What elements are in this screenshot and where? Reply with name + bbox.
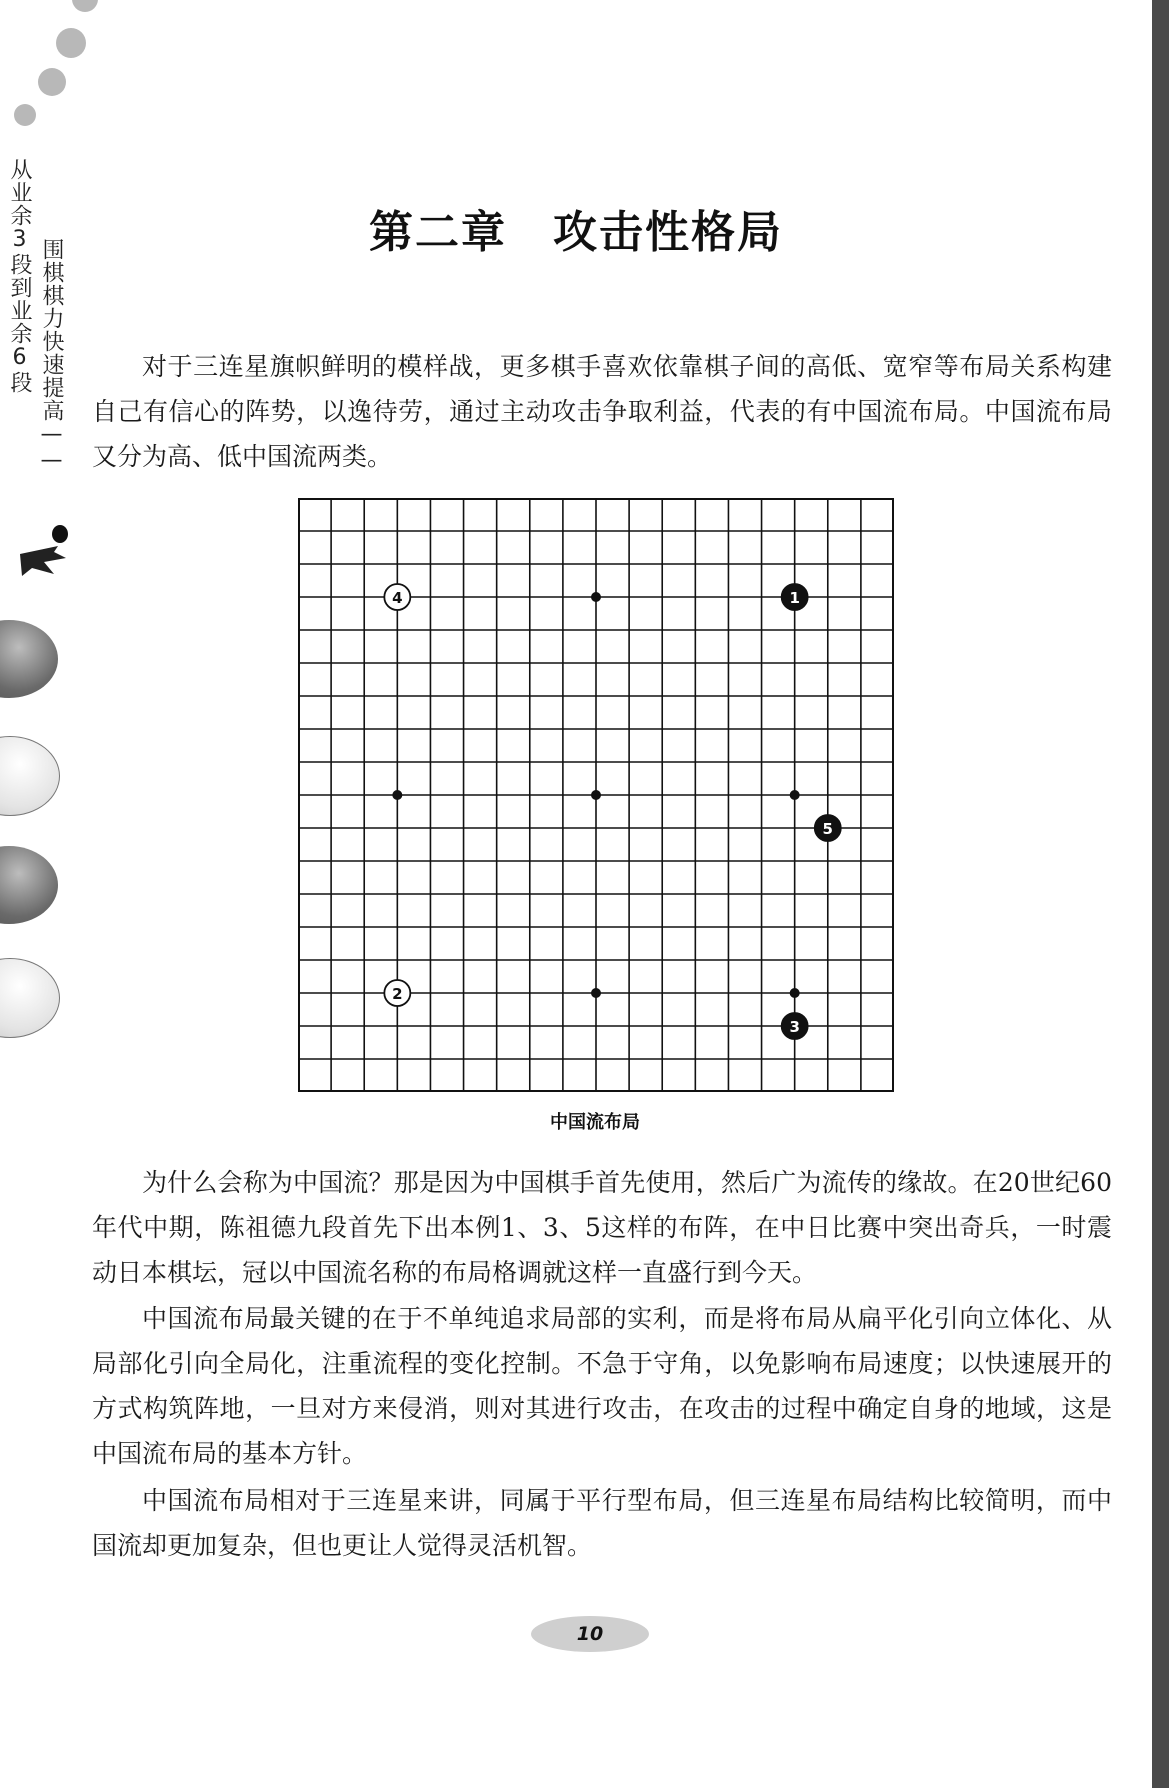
diagram-caption: 中国流布局 [550,1112,640,1133]
brush-go-icon [14,522,70,582]
star-point [790,988,800,998]
decorative-dot [38,68,66,96]
white-stone-icon [0,958,60,1038]
intro-paragraph: 对于三连星旗帜鲜明的模样战，更多棋手喜欢依靠棋子间的高低、宽窄等布局关系构建自己有信心的阵势，以逸待劳，通过主动攻击争取利益，代表的有中国流布局。中国流布局又分为高、低中国流两类。 [92,352,1112,471]
go-board-diagram [298,498,894,1092]
black-stone-icon [0,620,58,698]
book-title-vertical: 从业余3段到业余6段 [7,158,32,394]
stone-number: 1 [789,589,800,607]
decorative-dot [72,0,98,12]
stone-number: 3 [789,1018,800,1036]
book-subtitle-vertical: 围棋棋力快速提高—— [39,238,64,474]
stone-number: 4 [392,589,403,607]
star-point [591,592,601,602]
page-number: 10 [531,1616,649,1652]
decorative-dot [56,28,86,58]
chapter-title: 第二章 攻击性格局 [369,207,783,258]
white-stone-icon [0,736,60,816]
stone-number: 2 [392,985,403,1003]
body-paragraph: 中国流布局相对于三连星来讲，同属于平行型布局，但三连星布局结构比较简明，而中国流却更加复杂，但也更让人觉得灵活机智。 [92,1486,1112,1560]
star-point [591,790,601,800]
star-point [591,988,601,998]
viewer-edge [1152,0,1169,1788]
decorative-dot [14,104,36,126]
stone-number: 5 [822,820,833,838]
star-point [790,790,800,800]
star-point [392,790,402,800]
black-stone-icon [0,846,58,924]
body-paragraph: 中国流布局最关键的在于不单纯追求局部的实利，而是将布局从扁平化引向立体化、从局部化引向全局化，注重流程的变化控制。不急于守角，以免影响布局速度；以快速展开的方式构筑阵地，一旦对方来侵消，则对其进行攻击，在攻击的过程中确定自身的地域，这是中国流布局的基本方针。 [92,1304,1112,1468]
body-paragraph: 为什么会称为中国流？那是因为中国棋手首先使用，然后广为流传的缘故。在20世纪60年代中期，陈祖德九段首先下出本例1、3、5这样的布阵，在中日比赛中突出奇兵，一时震动日本棋坛，冠以中国流名称的布局格调就这样一直盛行到今天。 [92,1168,1112,1287]
